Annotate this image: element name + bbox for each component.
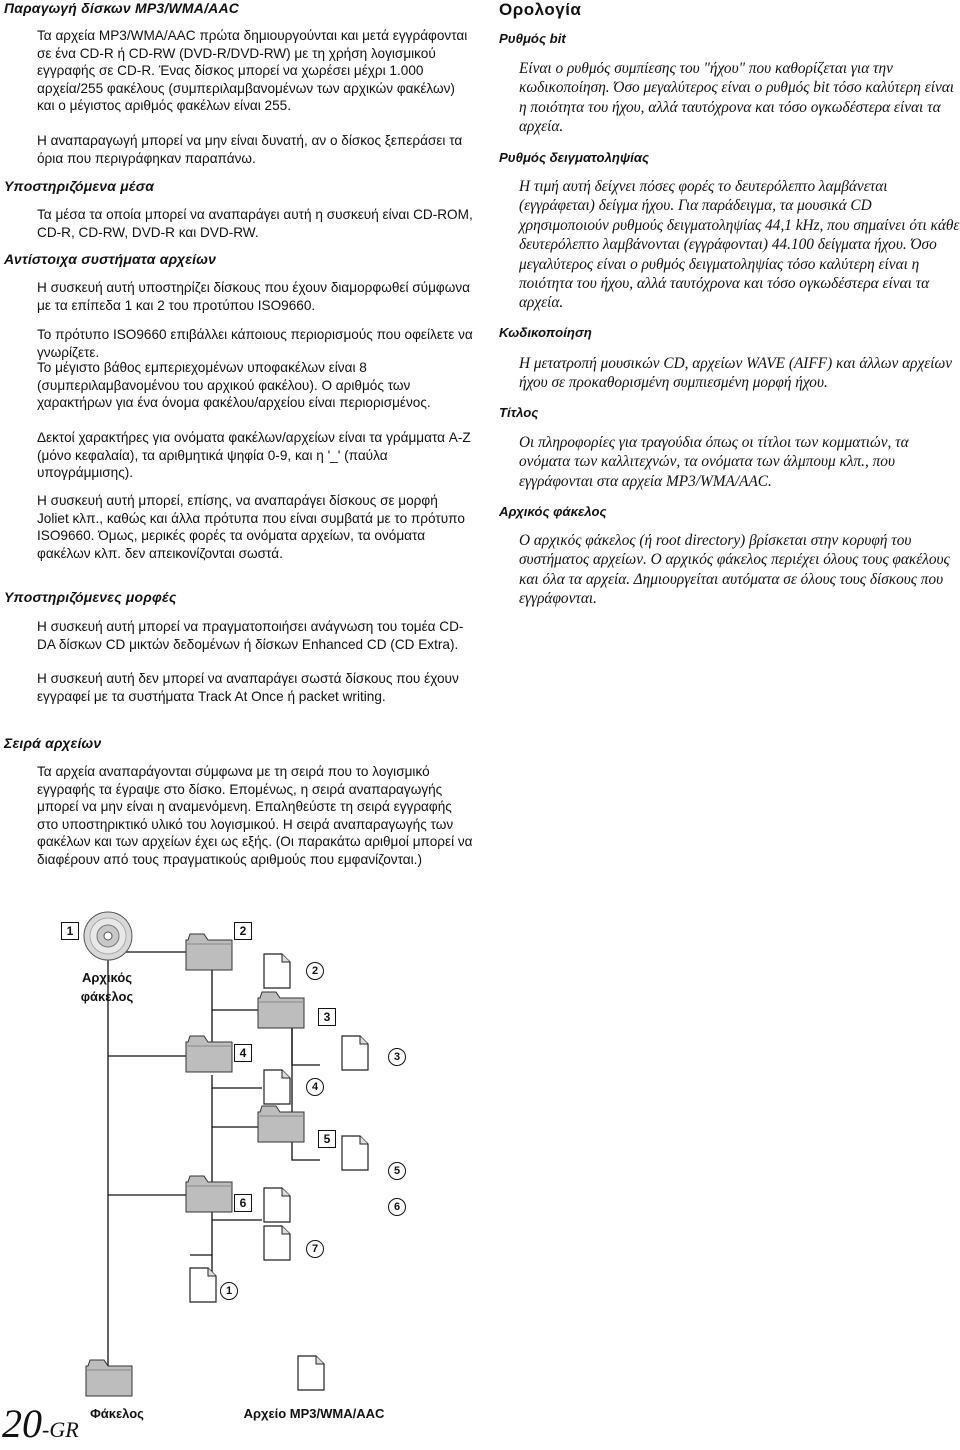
folder-number-2: 2 [234,922,252,940]
heading-file-order: Σειρά αρχείων [4,735,102,751]
def-title: Οι πληροφορίες για τραγούδια όπως οι τίτλοι των κομματιών, τα ονόματα των καλλιτεχνών, τα ονόματα των άλμπουμ κλπ., που εγγράφονται στα αρχεία MP3/WMA/AAC. [519,434,909,490]
def-bitrate: Είναι ο ρυθμός συμπίεσης του "ήχου" που καθορίζεται για την κωδικοποίηση. Όσο μεγαλύτερος είναι ο ρυθμός bit τόσο καλύτερη είναι η ποιότητα του ήχου, αλλά ταυτόχρονα και τόσο ογκωδέστερα είναι τα αρχεία. [519,60,955,136]
folder-number-4: 4 [234,1044,252,1062]
para-file-systems-1: Η συσκευή αυτή υποστηρίζει δίσκους που έχουν διαμορφωθεί σύμφωνα με τα επίπεδα 1 και 2 του προτύπου ISO9660. [37,280,470,313]
term-sampling-rate: Ρυθμός δειγματοληψίας [499,150,650,165]
folder-number-5: 5 [318,1130,336,1148]
legend-file-label: Αρχείο MP3/WMA/AAC [243,1406,385,1421]
def-root-folder: Ο αρχικός φάκελος (ή root directory) βρίσκεται στην κορυφή του συστήματος αρχείων. Ο αρχικός φάκελος περιέχει όλους τους φακέλους και όλα τα αρχεία. Δημιουργείται αυτόματα σε όλους τους δίσκους που εγγράφονται. [519,532,950,608]
page-number-suffix: -GR [42,1417,79,1442]
folder-number-1: 1 [61,922,79,940]
file-number-1: 1 [220,1282,238,1300]
term-title: Τίτλος [499,405,539,420]
para-disc-production-1: Τα αρχεία MP3/WMA/AAC πρώτα δημιουργούνται και μετά εγγράφονται σε ένα CD-R ή CD-RW (DVD-R/DVD-RW) με τη χρήση λογισμικού εγγραφής σε CD-R. Ένας δίσκος μπορεί να χωρέσει μέχρι 1.000 αρχεία/255 φακέλους (συμπεριλαμβανομένων των αρχικών φακέλων) και ο μέγιστος αριθμός φακέλων είναι 255. [37,28,468,113]
heading-file-systems: Αντίστοιχα συστήματα αρχείων [4,251,217,267]
file-number-2: 2 [306,962,324,980]
root-folder-label-line1: Αρχικός [81,970,133,985]
file-number-4: 4 [306,1078,324,1096]
heading-supported-media: Υποστηριζόμενα μέσα [4,178,155,194]
root-folder-label-line2: φάκελος [80,989,134,1004]
def-sampling-rate: Η τιμή αυτή δείχνει πόσες φορές το δευτερόλεπτο λαμβάνεται (εγγράφεται) δείγμα ήχου. Για παράδειγμα, τα μουσικά CD χρησιμοποιούν ρυθμούς δειγματοληψίας 44,1 kHz, που σημαίνει ότι κάθε δευτερόλεπτο λαμβάνονται (εγγράφονται) 44.100 δείγματα ήχου. Όσο μεγαλύτερος είναι ο ρυθμός δειγματοληψίας τόσο καλύτερη είναι η ποιότητα του ήχου, αλλά ταυτόχρονα και τόσο ογκωδέστερα είναι τα αρχεία. [519,178,960,312]
heading-disc-production: Παραγωγή δίσκων MP3/WMA/AAC [4,0,240,16]
para-supported-formats-1: Η συσκευή αυτή μπορεί να πραγματοποιήσει ανάγνωση του τομέα CD-DA δίσκων CD μικτών δεδομένων ή δίσκων Enhanced CD (CD Extra). [37,619,464,652]
para-supported-media: Τα μέσα τα οποία μπορεί να αναπαράγει αυτή η συσκευή είναι CD-ROM, CD-R, CD-RW, DVD-R και DVD-RW. [37,207,473,240]
term-bitrate: Ρυθμός bit [499,31,566,46]
cd-disc-icon [84,912,132,960]
para-file-systems-5: Η συσκευή αυτή μπορεί, επίσης, να αναπαράγει δίσκους σε μορφή Joliet κλπ., καθώς και άλλα πρότυπα που είναι συμβατά με το πρότυπο ISO9660. Όμως, μερικές φορές τα ονόματα αρχείων, τα ονόματα φακέλων κλπ. δεν απεικονίζονται σωστά. [37,493,465,561]
term-encoding: Κωδικοποίηση [499,325,592,340]
para-supported-formats-2: Η συσκευή αυτή δεν μπορεί να αναπαράγει σωστά δίσκους που έχουν εγγραφεί με τα συστήματα Track At Once ή packet writing. [37,671,459,704]
heading-supported-formats: Υποστηριζόμενες μορφές [4,589,177,605]
glossary-title: Ορολογία [499,0,582,19]
file-number-7: 7 [306,1240,324,1258]
root-folder-label [62,968,152,1006]
file-number-3: 3 [388,1048,406,1066]
legend-folder-label: Φάκελος [90,1406,144,1421]
file-number-5: 5 [388,1162,406,1180]
term-root-folder: Αρχικός φάκελος [499,504,607,519]
folder-number-3: 3 [318,1008,336,1026]
def-encoding: Η μετατροπή μουσικών CD, αρχείων WAVE (AIFF) και άλλων αρχείων ήχου σε προκαθορισμένη συμπιεσμένη μορφή ήχου. [519,355,953,392]
page-number [2,1401,79,1450]
para-file-order: Τα αρχεία αναπαράγονται σύμφωνα με τη σειρά που το λογισμικό εγγραφής τα έγραψε στο δίσκο. Επομένως, η σειρά αναπαραγωγής μπορεί να μην είναι η αναμενόμενη. Επαληθεύστε τη σειρά εγγραφής στο υποστηρικτικό υλικό του λογισμικού. Η σειρά αναπαραγωγής των φακέλων και των αρχείων έχει ως εξής. (Οι παρακάτω αριθμοί μπορεί να διαφέρουν από τους πραγματικούς αριθμούς που εμφανίζονται.) [37,764,473,867]
file-number-6: 6 [388,1198,406,1216]
para-file-systems-3: Το μέγιστο βάθος εμπεριεχομένων υποφακέλων είναι 8 (συμπεριλαμβανομένου του αρχικού φακέλου). Ο αριθμός των χαρακτήρων για ένα όνομα φακέλου/αρχείου είναι περιορισμένος. [37,360,431,410]
para-disc-production-2: Η αναπαραγωγή μπορεί να μην είναι δυνατή, αν ο δίσκος ξεπεράσει τα όρια που περιγράφηκαν παραπάνω. [37,133,463,166]
folder-number-6: 6 [234,1194,252,1212]
para-file-systems-4: Δεκτοί χαρακτήρες για ονόματα φακέλων/αρχείων είναι τα γράμματα A-Z (μόνο κεφαλαία), τα αριθμητικά ψηφία 0-9, και η '_' (παύλα υπογράμμισης). [37,430,471,480]
page-number-value: 20 [2,1401,42,1446]
para-file-systems-2: Το πρότυπο ISO9660 επιβάλλει κάποιους περιορισμούς που οφείλετε να γνωρίζετε. [37,327,473,360]
